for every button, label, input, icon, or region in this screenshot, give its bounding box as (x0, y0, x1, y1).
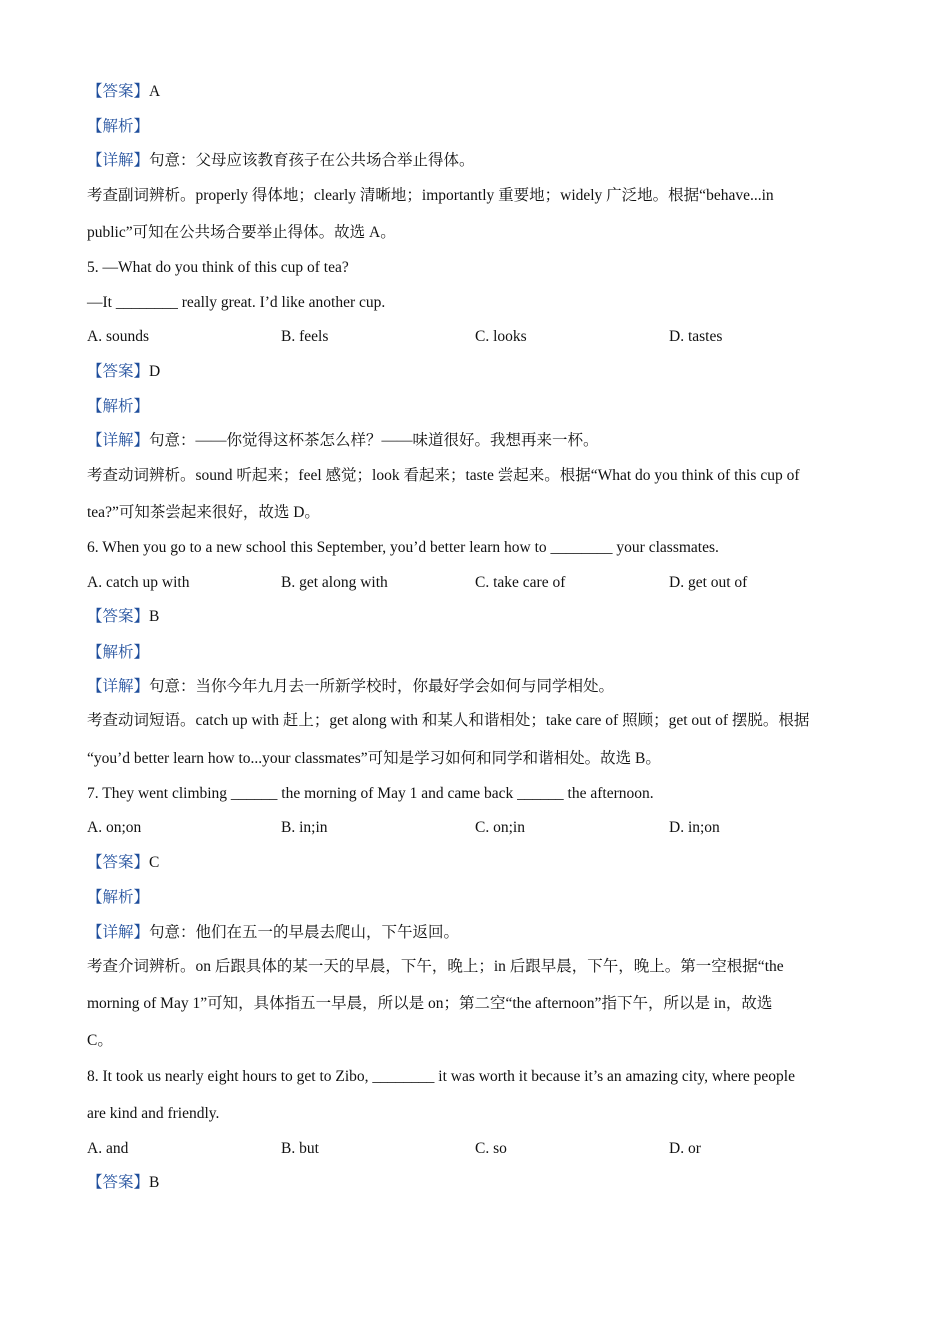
q8-stem: 8. It took us nearly eight hours to get to Zibo, ________ it was worth it because it’s an amazing city, where people (87, 1068, 795, 1085)
answer-value: B (149, 608, 160, 625)
q7-detail-line (87, 923, 880, 943)
q6-stem: 6. When you go to a new school this September, you’d better learn how to ________ your classmates. (87, 539, 719, 556)
q5-explain-line: 考查动词辨析。sound 听起来；feel 感觉；look 看起来；taste 尝起来。根据“What do you think of this cup of (87, 467, 800, 484)
q6-answer-line (87, 607, 880, 627)
q4-detail-line (87, 151, 880, 171)
q7-explain-line: 考查介词辨析。on 后跟具体的某一天的早晨，下午，晚上；in 后跟早晨，下午，晚上。第一空根据“the (87, 958, 784, 975)
detail-text: 句意：当你今年九月去一所新学校时，你最好学会如何与同学相处。 (149, 678, 615, 695)
answer-tag: 【答案】 (87, 363, 150, 380)
q8-stem: are kind and friendly. (87, 1105, 220, 1122)
q6-explain-line: 考查动词短语。catch up with 赶上；get along with 和某人和谐相处；take care of 照顾；get out of 摆脱。根据 (87, 712, 810, 729)
detail-tag: 【详解】 (87, 678, 150, 695)
detail-tag: 【详解】 (87, 924, 150, 941)
answer-tag: 【答案】 (87, 854, 150, 871)
q5-stem: —It ________ really great. I’d like another cup. (87, 294, 386, 311)
option-d: D. or (669, 1140, 701, 1157)
q7-answer-line (87, 853, 880, 873)
option-c: C. take care of (475, 574, 566, 591)
q5-answer-line (87, 362, 880, 382)
option-c: C. on;in (475, 819, 525, 836)
q4-explain-line: 考查副词辨析。properly 得体地；clearly 清晰地；importantly 重要地；widely 广泛地。根据“behave...in (87, 187, 774, 204)
q6-explain-line: “you’d better learn how to...your classmates”可知是学习如何和同学和谐相处。故选 B。 (87, 750, 661, 767)
q5-stem: 5. —What do you think of this cup of tea? (87, 259, 349, 276)
option-b: B. get along with (281, 574, 388, 591)
answer-tag: 【答案】 (87, 1174, 150, 1191)
q7-explain-line: morning of May 1”可知，具体指五一早晨，所以是 on；第二空“the afternoon”指下午，所以是 in，故选 (87, 995, 773, 1012)
option-a: A. and (87, 1140, 129, 1157)
option-a: A. catch up with (87, 574, 190, 591)
q5-detail-line (87, 431, 880, 451)
answer-value: A (149, 83, 161, 100)
detail-text: 句意：——你觉得这杯茶怎么样？——味道很好。我想再来一杯。 (149, 432, 599, 449)
q8-answer-line (87, 1173, 880, 1193)
answer-tag: 【答案】 (87, 608, 150, 625)
q5-analysis-line (87, 397, 880, 417)
analysis-tag: 【解析】 (87, 889, 150, 906)
q7-explain-line: C。 (87, 1032, 113, 1049)
analysis-tag: 【解析】 (87, 644, 150, 661)
option-c: C. so (475, 1140, 507, 1157)
option-b: B. in;in (281, 819, 328, 836)
answer-tag: 【答案】 (87, 83, 150, 100)
q7-analysis-line (87, 888, 880, 908)
option-a: A. on;on (87, 819, 142, 836)
option-c: C. looks (475, 328, 527, 345)
option-a: A. sounds (87, 328, 150, 345)
q4-answer-line (87, 82, 880, 102)
answer-value: B (149, 1174, 160, 1191)
option-d: D. in;on (669, 819, 720, 836)
q4-explain-line: public”可知在公共场合要举止得体。故选 A。 (87, 224, 396, 241)
analysis-tag: 【解析】 (87, 398, 150, 415)
detail-tag: 【详解】 (87, 152, 150, 169)
q6-analysis-line (87, 643, 880, 663)
option-d: D. get out of (669, 574, 748, 591)
detail-tag: 【详解】 (87, 432, 150, 449)
q6-detail-line (87, 677, 880, 697)
detail-text: 句意：他们在五一的早晨去爬山，下午返回。 (149, 924, 460, 941)
option-b: B. feels (281, 328, 329, 345)
option-d: D. tastes (669, 328, 723, 345)
analysis-tag: 【解析】 (87, 118, 150, 135)
answer-value: C (149, 854, 160, 871)
q5-explain-line: tea?”可知茶尝起来很好，故选 D。 (87, 504, 320, 521)
option-b: B. but (281, 1140, 319, 1157)
q7-stem: 7. They went climbing ______ the morning of May 1 and came back ______ the afternoon. (87, 785, 654, 802)
answer-value: D (149, 363, 161, 380)
q4-analysis-line (87, 117, 880, 137)
detail-text: 句意：父母应该教育孩子在公共场合举止得体。 (149, 152, 475, 169)
